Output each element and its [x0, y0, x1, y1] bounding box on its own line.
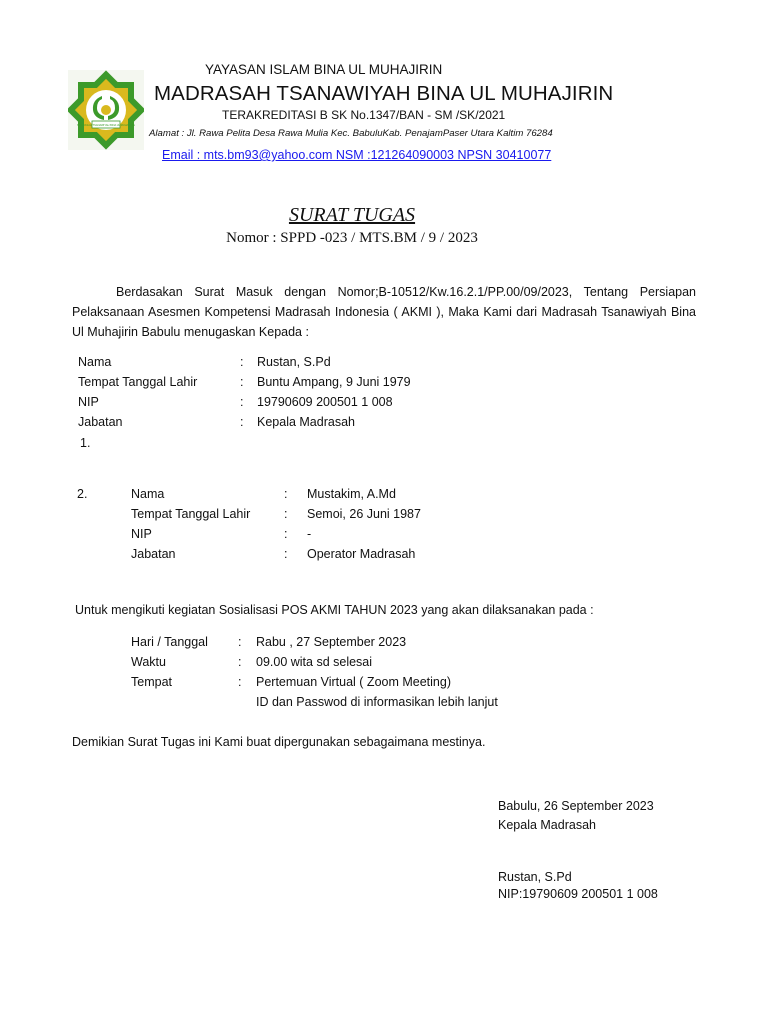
field-colon: : — [284, 487, 288, 501]
field-value: 19790609 200501 1 008 — [257, 395, 393, 409]
event-note: ID dan Passwod di informasikan lebih lanjut — [256, 695, 498, 709]
field-label: Jabatan — [78, 415, 123, 429]
foundation-name: YAYASAN ISLAM BINA UL MUHAJIRIN — [205, 62, 443, 77]
place-date: Babulu, 26 September 2023 — [498, 799, 654, 813]
address: Alamat : Jl. Rawa Pelita Desa Rawa Mulia Kec. BabuluKab. PenajamPaser Utara Kaltim 76284 — [149, 128, 553, 139]
event-intro: Untuk mengikuti kegiatan Sosialisasi POS AKMI TAHUN 2023 yang akan dilaksanakan pada : — [75, 603, 594, 617]
field-colon: : — [240, 415, 244, 429]
field-label: Tempat — [131, 675, 172, 689]
list-number: 1. — [80, 436, 91, 450]
signer-position: Kepala Madrasah — [498, 818, 596, 832]
field-value: Buntu Ampang, 9 Juni 1979 — [257, 375, 411, 389]
field-value: Operator Madrasah — [307, 547, 416, 561]
field-label: Nama — [78, 355, 112, 369]
accreditation: TERAKREDITASI B SK No.1347/BAN - SM /SK/2021 — [222, 108, 506, 122]
field-value: 09.00 wita sd selesai — [256, 655, 373, 669]
field-colon: : — [238, 675, 242, 689]
field-value: - — [307, 527, 312, 541]
intro-text: Berdasakan Surat Masuk dengan Nomor;B-10512/Kw.16.2.1/PP.00/09/2023, Tentang Persiapan Pelaksanaan Asesmen Kompetensi Madrasah Indonesia ( AKMI ), Maka Kami dari Madrasah Tsanawiyah Bina Ul Muhajirin Babulu menugaskan Kepada : — [72, 285, 696, 339]
school-name: MADRASAH TSANAWIYAH BINA UL MUHAJIRIN — [154, 82, 614, 105]
field-label: Nama — [131, 487, 165, 501]
list-number: 2. — [77, 487, 88, 501]
field-value: Semoi, 26 Juni 1987 — [307, 507, 421, 521]
field-value: Kepala Madrasah — [257, 415, 355, 429]
field-colon: : — [238, 655, 242, 669]
field-colon: : — [284, 527, 288, 541]
field-value: Rustan, S.Pd — [257, 355, 331, 369]
field-label: Tempat Tanggal Lahir — [78, 375, 198, 389]
closing-sentence: Demikian Surat Tugas ini Kami buat dipergunakan sebagaimana mestinya. — [72, 735, 486, 749]
letter-title: SURAT TUGAS — [288, 204, 416, 226]
signer-nip: NIP:19790609 200501 1 008 — [498, 887, 658, 901]
field-colon: : — [238, 635, 242, 649]
logo-caption: MADRASAH TSANAWIYAH BINA UL MUHAJIRIN — [77, 124, 135, 127]
field-label: Hari / Tanggal — [131, 635, 208, 649]
field-label: NIP — [131, 527, 152, 541]
contact-link[interactable]: Email : mts.bm93@yahoo.com NSM :121264090003 NPSN 30410077 — [162, 148, 552, 162]
school-logo — [68, 70, 144, 150]
field-label: Jabatan — [131, 547, 176, 561]
field-colon: : — [240, 395, 244, 409]
intro-paragraph — [72, 282, 696, 342]
field-colon: : — [240, 355, 244, 369]
field-label: NIP — [78, 395, 99, 409]
field-value: Pertemuan Virtual ( Zoom Meeting) — [256, 675, 451, 689]
field-colon: : — [240, 375, 244, 389]
field-value: Mustakim, A.Md — [307, 487, 396, 501]
field-value: Rabu , 27 September 2023 — [256, 635, 407, 649]
letter-number: Nomor : SPPD -023 / MTS.BM / 9 / 2023 — [226, 230, 478, 246]
field-label: Waktu — [131, 655, 166, 669]
field-label: Tempat Tanggal Lahir — [131, 507, 251, 521]
field-colon: : — [284, 507, 288, 521]
signer-name: Rustan, S.Pd — [498, 870, 572, 884]
field-colon: : — [284, 547, 288, 561]
